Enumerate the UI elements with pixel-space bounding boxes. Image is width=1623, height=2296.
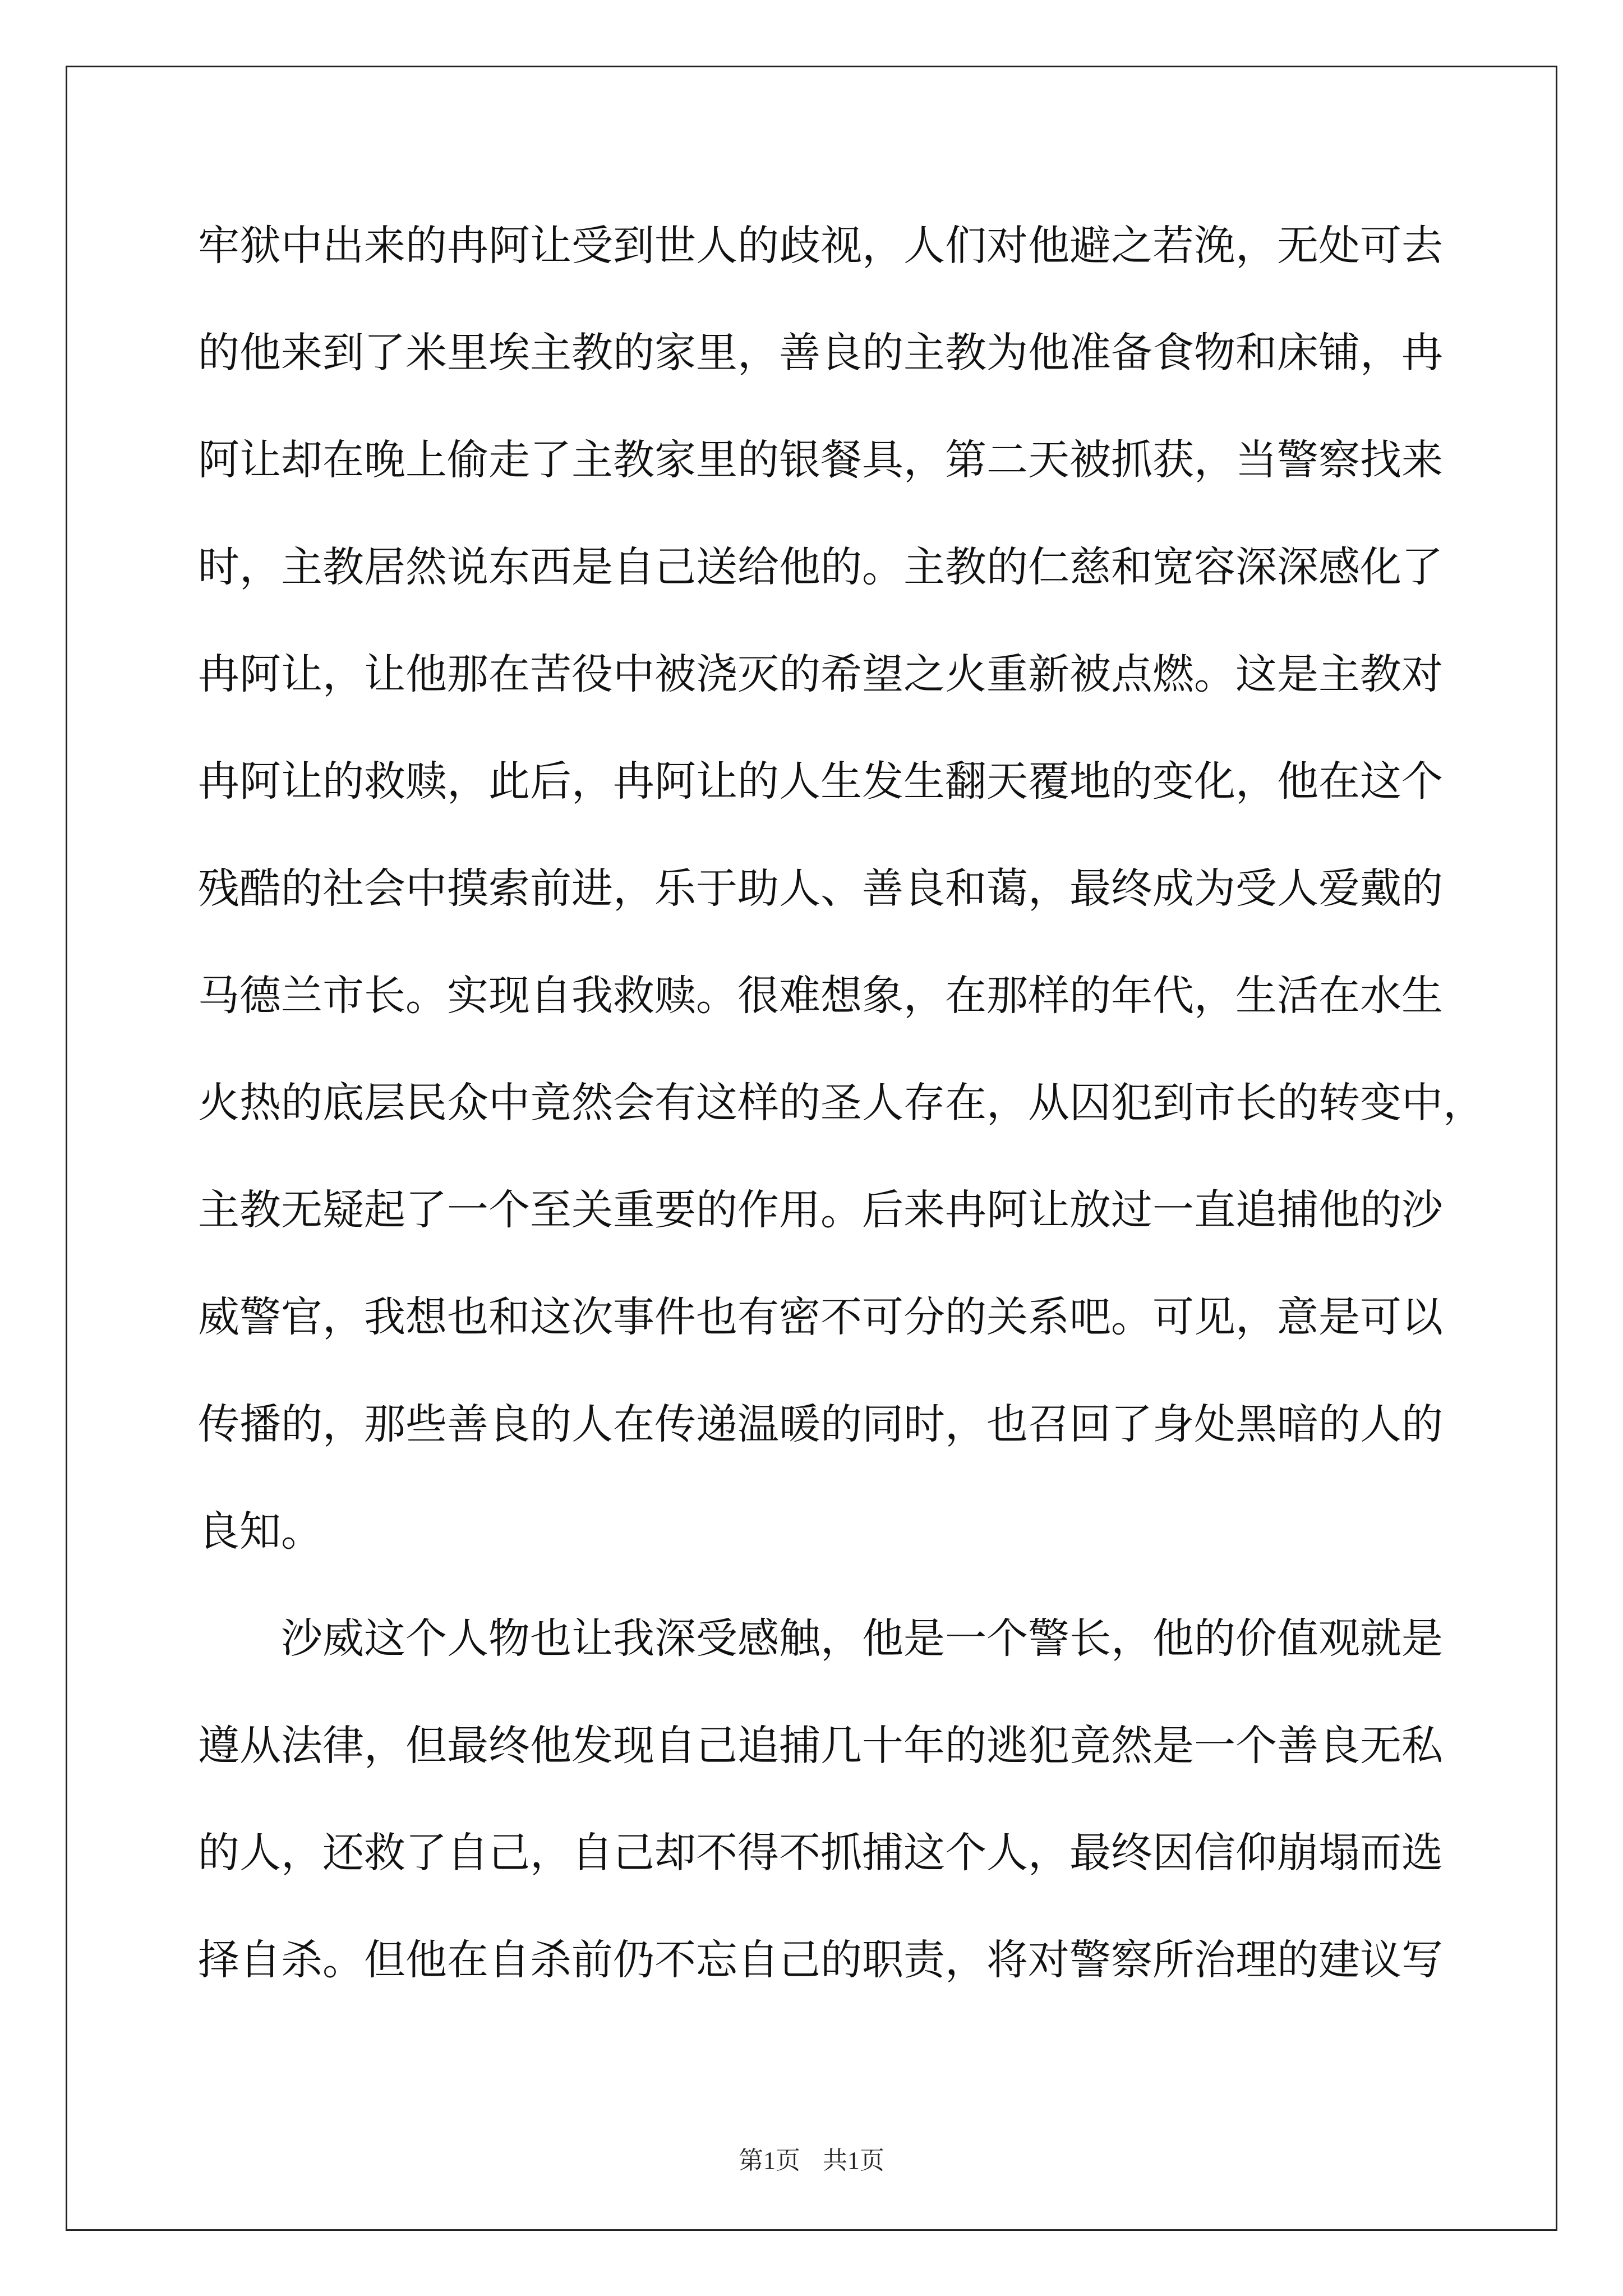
page-footer xyxy=(0,2140,1623,2176)
text-line: 择 自 杀 。 但 他 在 自 杀 前 仍 不 忘 自 己 的 职 责 ， 将 对 警 察 所 治 理 的 建 议 写 xyxy=(198,1936,1443,1984)
page-number: 第1页 xyxy=(739,2147,800,2174)
text-line: 冉 阿 让 ， 让 他 那 在 苦 役 中 被 浇 灭 的 希 望 之 火 重 新 被 点 燃 。 这 是 主 教 对 xyxy=(198,650,1443,698)
text-line: 沙 威 这 个 人 物 也 让 我 深 受 感 触 ， 他 是 一 个 警 长 ， 他 的 价 值 观 就 是 xyxy=(281,1614,1443,1663)
text-line: 良知。 xyxy=(198,1507,322,1556)
text-line: 火 热 的 底 层 民 众 中 竟 然 会 有 这 样 的 圣 人 存 在 ， 从 囚 犯 到 市 长 的 转 变 中 ， xyxy=(198,1079,1484,1127)
text-line: 遵 从 法 律 ， 但 最 终 他 发 现 自 己 追 捕 几 十 年 的 逃 犯 竟 然 是 一 个 善 良 无 私 xyxy=(198,1722,1443,1770)
text-line: 传 播 的 ， 那 些 善 良 的 人 在 传 递 温 暖 的 同 时 ， 也 召 回 了 身 处 黑 暗 的 人 的 xyxy=(198,1400,1443,1448)
text-line: 牢 狱 中 出 来 的 冉 阿 让 受 到 世 人 的 歧 视 ， 人 们 对 他 避 之 若 浼 ， 无 处 可 去 xyxy=(198,222,1443,270)
text-line: 阿 让 却 在 晚 上 偷 走 了 主 教 家 里 的 银 餐 具 ， 第 二 天 被 抓 获 ， 当 警 察 找 来 xyxy=(198,436,1443,484)
text-line: 主 教 无 疑 起 了 一 个 至 关 重 要 的 作 用 。 后 来 冉 阿 让 放 过 一 直 追 捕 他 的 沙 xyxy=(198,1186,1443,1234)
text-line: 冉 阿 让 的 救 赎 ， 此 后 ， 冉 阿 让 的 人 生 发 生 翻 天 覆 地 的 变 化 ， 他 在 这 个 xyxy=(198,757,1443,806)
text-line: 的 他 来 到 了 米 里 埃 主 教 的 家 里 ， 善 良 的 主 教 为 他 准 备 食 物 和 床 铺 ， 冉 xyxy=(198,329,1443,377)
page-total: 共1页 xyxy=(823,2147,884,2174)
text-line: 威 警 官 ， 我 想 也 和 这 次 事 件 也 有 密 不 可 分 的 关 系 吧 。 可 见 ， 意 是 可 以 xyxy=(198,1293,1443,1341)
document-body xyxy=(198,212,1484,2033)
text-line: 残 酷 的 社 会 中 摸 索 前 进 ， 乐 于 助 人 、 善 良 和 蔼 ， 最 终 成 为 受 人 爱 戴 的 xyxy=(198,864,1443,913)
text-line: 马 德 兰 市 长 。 实 现 自 我 救 赎 。 很 难 想 象 ， 在 那 样 的 年 代 ， 生 活 在 水 生 xyxy=(198,972,1443,1020)
text-line: 的 人 ， 还 救 了 自 己 ， 自 己 却 不 得 不 抓 捕 这 个 人 ， 最 终 因 信 仰 崩 塌 而 选 xyxy=(198,1829,1443,1877)
text-line: 时 ， 主 教 居 然 说 东 西 是 自 己 送 给 他 的 。 主 教 的 仁 慈 和 宽 容 深 深 感 化 了 xyxy=(198,543,1443,591)
